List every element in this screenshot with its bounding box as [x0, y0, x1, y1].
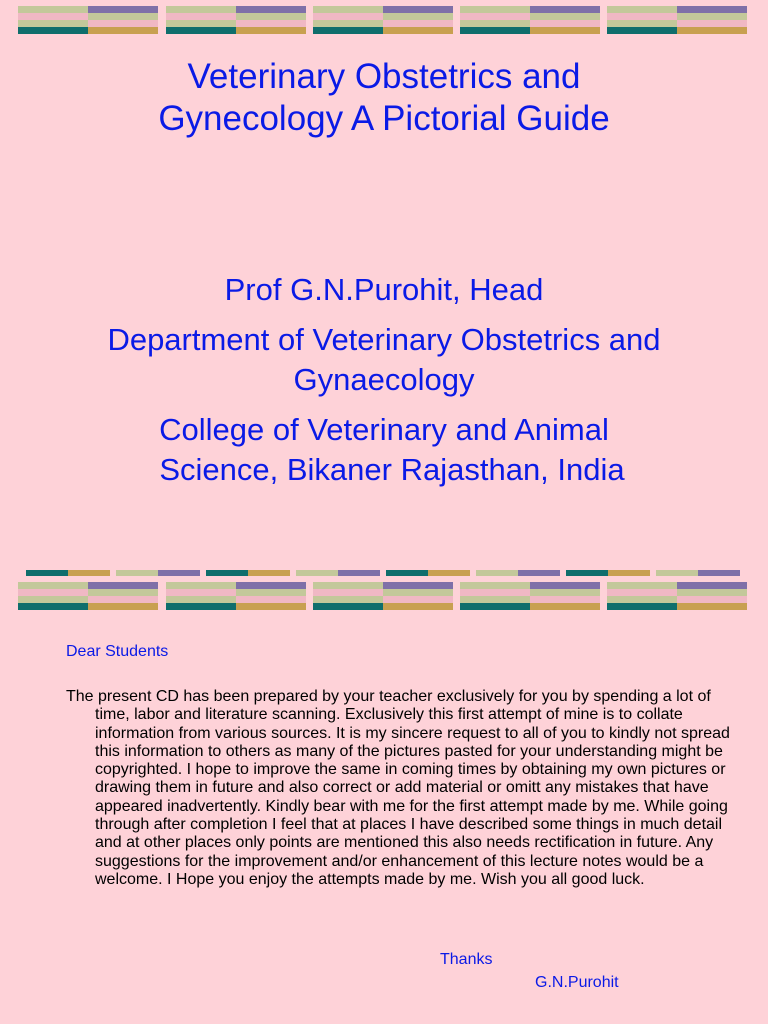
band-stripe: [530, 603, 600, 610]
band-stripe: [530, 596, 600, 603]
band-stripe: [607, 596, 677, 603]
band-stripe: [313, 582, 383, 589]
college-line-2: Science, Bikaner Rajasthan, India: [159, 452, 625, 487]
notes-section: [0, 640, 768, 1024]
band-stripe: [166, 603, 236, 610]
band-stripe: [383, 582, 453, 589]
band-stripe: [88, 603, 158, 610]
band-stripe: [460, 603, 530, 610]
top-decorative-band: [18, 6, 750, 34]
band-block: [166, 6, 306, 34]
band-stripe: [88, 27, 158, 34]
thin-band-segment: [26, 570, 68, 576]
band-stripe: [460, 13, 530, 20]
band-stripe: [677, 6, 747, 13]
band-stripe: [383, 6, 453, 13]
band-stripe: [18, 20, 88, 27]
signature: G.N.Purohit: [535, 974, 619, 991]
band-stripe: [383, 603, 453, 610]
band-block: [607, 6, 747, 34]
thin-band-segment: [248, 570, 290, 576]
band-stripe: [166, 596, 236, 603]
band-stripe: [383, 13, 453, 20]
band-stripe: [607, 13, 677, 20]
band-stripe: [607, 6, 677, 13]
band-block: [607, 582, 747, 610]
band-stripe: [18, 6, 88, 13]
thin-band-segment: [68, 570, 110, 576]
band-stripe: [530, 20, 600, 27]
band-stripe: [166, 27, 236, 34]
band-stripe: [166, 6, 236, 13]
band-stripe: [166, 589, 236, 596]
thin-band-segment: [608, 570, 650, 576]
band-stripe: [236, 603, 306, 610]
band-stripe: [607, 27, 677, 34]
thin-band-segment: [476, 570, 518, 576]
band-stripe: [236, 6, 306, 13]
slide-title: [60, 56, 708, 140]
band-stripe: [236, 596, 306, 603]
band-stripe: [313, 596, 383, 603]
band-stripe: [460, 589, 530, 596]
band-stripe: [460, 20, 530, 27]
band-block: [313, 582, 453, 610]
band-block: [18, 582, 158, 610]
band-stripe: [460, 596, 530, 603]
band-stripe: [313, 603, 383, 610]
band-stripe: [677, 13, 747, 20]
band-stripe: [313, 6, 383, 13]
thin-decorative-band: [26, 570, 742, 576]
band-block: [18, 6, 158, 34]
band-stripe: [313, 589, 383, 596]
band-stripe: [18, 603, 88, 610]
thin-band-segment: [206, 570, 248, 576]
thin-band-segment: [698, 570, 740, 576]
band-block: [460, 582, 600, 610]
band-stripe: [677, 596, 747, 603]
band-stripe: [88, 13, 158, 20]
band-block: [313, 6, 453, 34]
thin-band-segment: [656, 570, 698, 576]
band-stripe: [530, 13, 600, 20]
band-stripe: [677, 603, 747, 610]
band-stripe: [166, 582, 236, 589]
thin-band-segment: [428, 570, 470, 576]
thin-band-segment: [116, 570, 158, 576]
band-stripe: [530, 27, 600, 34]
band-stripe: [383, 596, 453, 603]
band-stripe: [460, 582, 530, 589]
band-stripe: [313, 20, 383, 27]
salutation: Dear Students: [66, 643, 169, 660]
bottom-decorative-band: [18, 582, 750, 610]
band-stripe: [18, 589, 88, 596]
band-stripe: [530, 6, 600, 13]
band-stripe: [88, 6, 158, 13]
department-line-2: Gynaecology: [293, 362, 475, 397]
band-stripe: [166, 20, 236, 27]
band-stripe: [313, 27, 383, 34]
band-stripe: [88, 582, 158, 589]
band-stripe: [677, 589, 747, 596]
band-stripe: [18, 27, 88, 34]
band-stripe: [236, 13, 306, 20]
author-block: [40, 270, 728, 490]
band-stripe: [383, 20, 453, 27]
band-stripe: [607, 20, 677, 27]
band-stripe: [88, 589, 158, 596]
band-stripe: [677, 27, 747, 34]
band-stripe: [383, 589, 453, 596]
band-stripe: [313, 13, 383, 20]
band-stripe: [236, 20, 306, 27]
title-line-2: Gynecology A Pictorial Guide: [158, 99, 610, 138]
band-stripe: [607, 582, 677, 589]
band-stripe: [88, 596, 158, 603]
thin-band-segment: [386, 570, 428, 576]
band-stripe: [236, 589, 306, 596]
title-line-1: Veterinary Obstetrics and: [187, 57, 581, 96]
band-stripe: [236, 27, 306, 34]
band-stripe: [530, 582, 600, 589]
band-stripe: [607, 603, 677, 610]
department-line-1: Department of Veterinary Obstetrics and: [107, 322, 661, 357]
thanks-text: Thanks: [440, 951, 493, 968]
band-stripe: [88, 20, 158, 27]
band-stripe: [18, 596, 88, 603]
band-stripe: [460, 6, 530, 13]
thin-band-segment: [566, 570, 608, 576]
band-stripe: [607, 589, 677, 596]
band-stripe: [460, 27, 530, 34]
band-stripe: [383, 27, 453, 34]
thin-band-segment: [158, 570, 200, 576]
author-line: Prof G.N.Purohit, Head: [224, 272, 544, 307]
band-stripe: [166, 13, 236, 20]
band-stripe: [530, 589, 600, 596]
band-stripe: [677, 20, 747, 27]
band-stripe: [677, 582, 747, 589]
thin-band-segment: [518, 570, 560, 576]
band-block: [460, 6, 600, 34]
thin-band-segment: [296, 570, 338, 576]
band-stripe: [18, 13, 88, 20]
band-block: [166, 582, 306, 610]
thin-band-segment: [338, 570, 380, 576]
band-stripe: [18, 582, 88, 589]
college-line-1: College of Veterinary and Animal: [159, 412, 609, 447]
band-stripe: [236, 582, 306, 589]
message-paragraph: The present CD has been prepared by your teacher exclusively for you by spending a lot of time, labor and literature scanning. Exclusively this first attempt of mine is to collate information from various sources. It is my sincere request to all of you to kindly not spread this information to others as many of the pictures pasted for your understanding might be copyrighted. I hope to improve the same in coming times by obtaining my own pictures or drawing them in future and also correct or add material or omitt any mistakes that have appeared inadvertently. Kindly bear with me for the first attempt made by me. While going through after completion I feel that at places I have described some things in much detail and at other places only points are mentioned this also needs rectification in future. Any suggestions for the improvement and/or enhancement of this lecture notes would be a welcome. I Hope you enjoy the attempts made by me. Wish you all good luck.: [66, 688, 730, 888]
